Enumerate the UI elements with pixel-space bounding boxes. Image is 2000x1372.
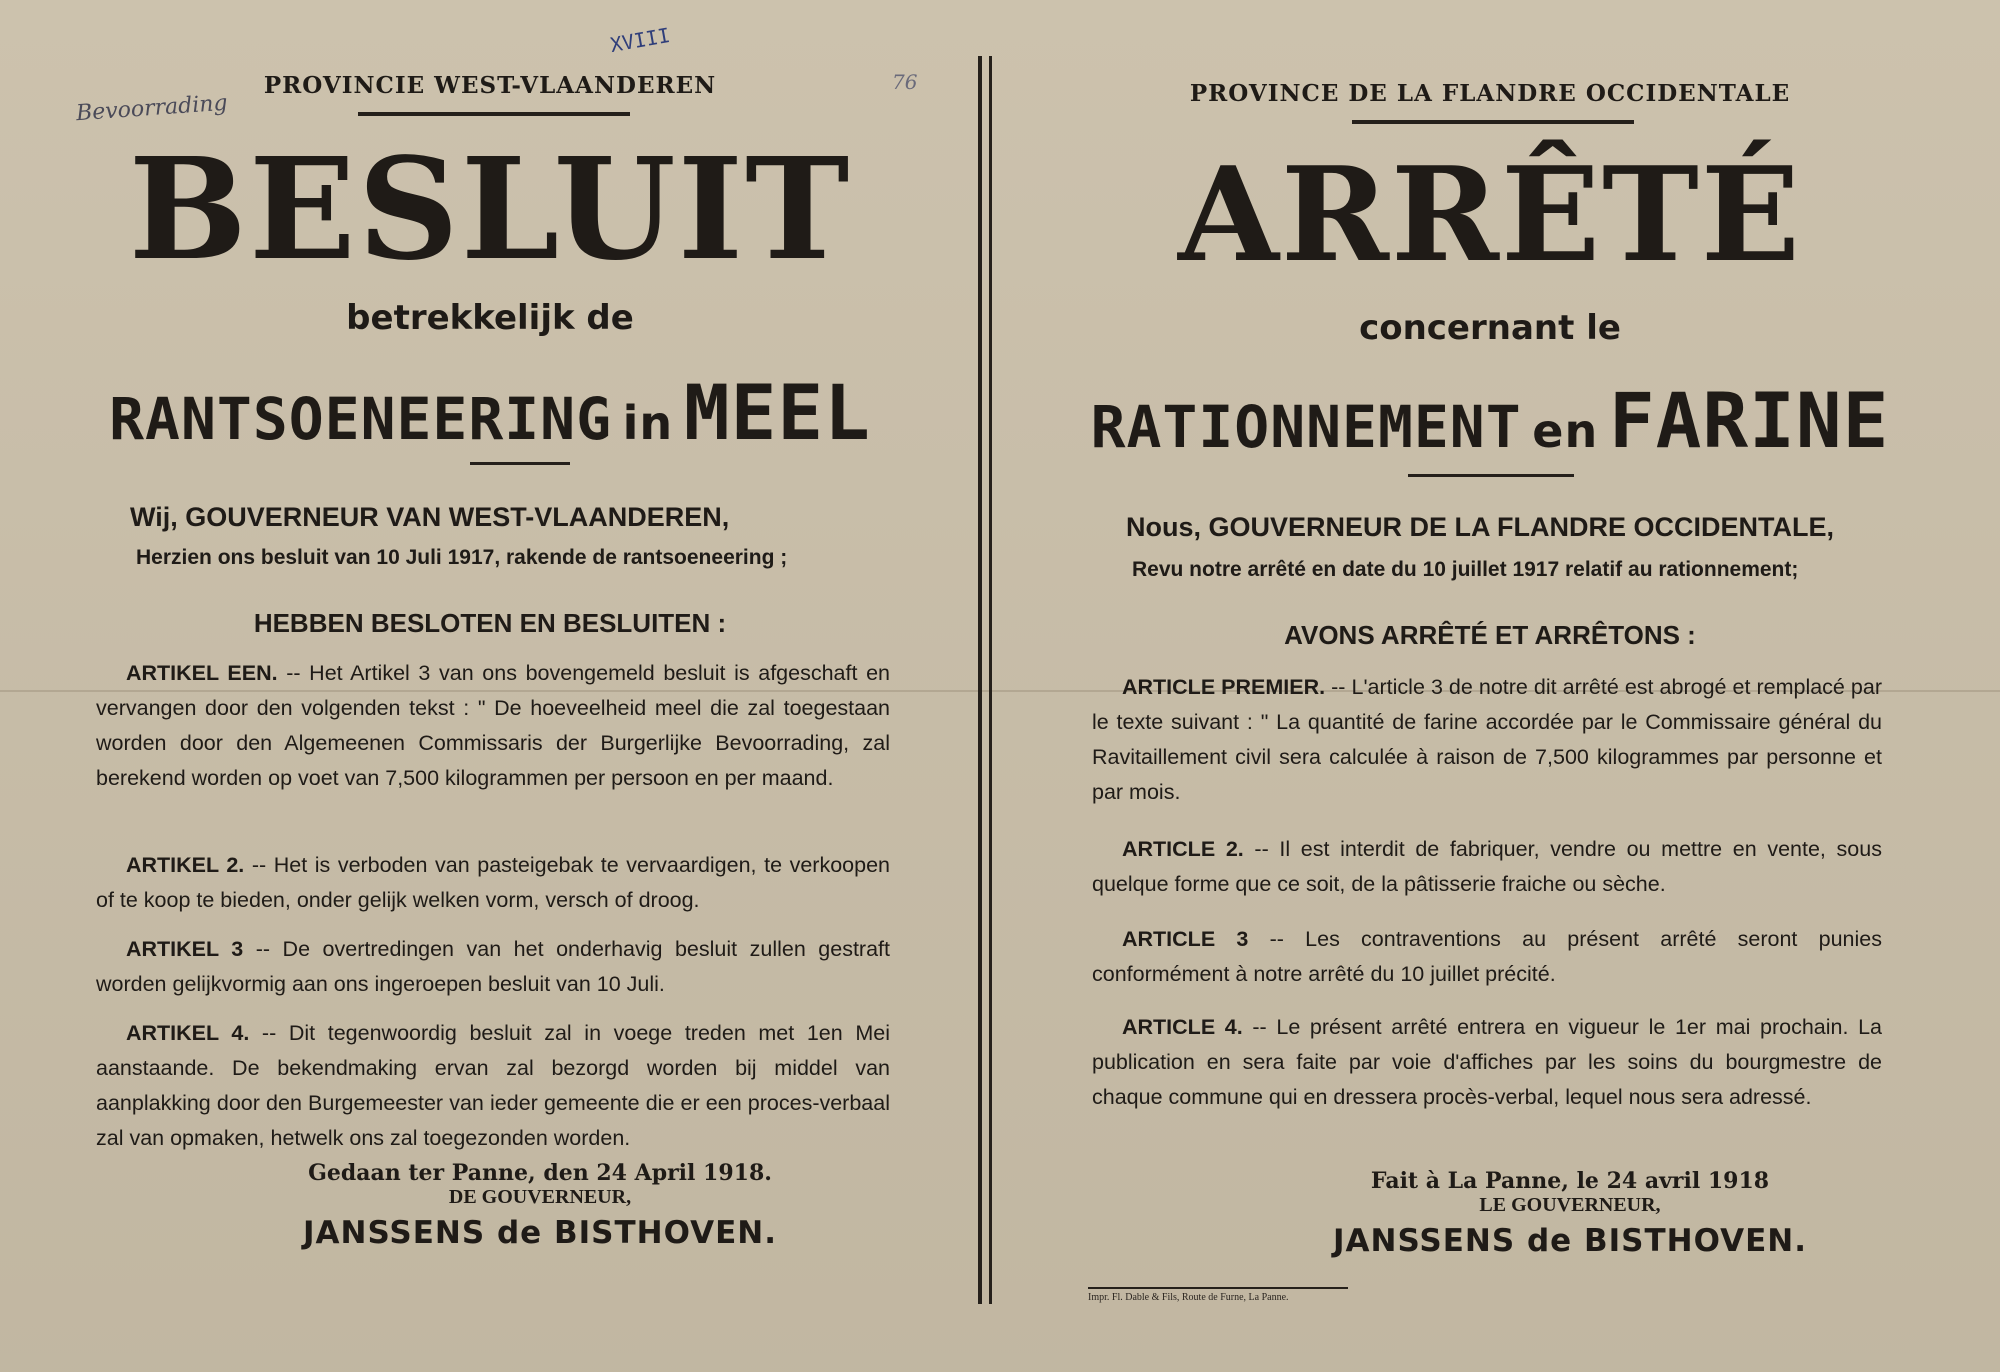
article-4 — [96, 1016, 890, 1156]
topic-word-b: FARINE — [1608, 376, 1890, 465]
signatory-name: JANSSENS de BISTHOVEN. — [303, 1215, 777, 1251]
article-label: ARTIKEL EEN. — [126, 661, 278, 685]
printer-imprint: Impr. Fl. Dable & Fils, Route de Furne, La Panne. — [1088, 1287, 1348, 1303]
article-text: -- Het is verboden van pasteigebak te vervaardigen, te verkoopen of te koop te bieden, onder gelijk welken vorm, versch of droog. — [96, 853, 890, 912]
article-label: ARTIKEL 4. — [126, 1021, 250, 1045]
handwritten-note: Bevoorrading — [75, 90, 229, 127]
article-label: ARTIKEL 3 — [126, 937, 244, 961]
place-date: Fait à La Panne, le 24 avril 1918 — [1370, 1168, 1770, 1194]
title-rule — [1352, 120, 1634, 124]
place-date: Gedaan ter Panne, den 24 April 1918. — [308, 1160, 772, 1186]
article-text: -- Le présent arrêté entrera en vigueur le 1er mai prochain. La publication en sera faite par voie d'affiches par les soins du bourgmestre de chaque commune qui en dressera procès-verbal, lequel nous sera adressé. — [1092, 1015, 1882, 1109]
french-column — [1090, 0, 1890, 1372]
decree-heading: ARRÊTÉ — [1178, 138, 1802, 291]
title-rule — [358, 112, 630, 116]
topic-word-a: RATIONNEMENT — [1090, 393, 1522, 461]
decree-topic — [90, 368, 890, 457]
column-divider — [978, 56, 992, 1304]
article-label: ARTICLE 4. — [1122, 1015, 1243, 1039]
topic-connector: en — [1532, 404, 1599, 458]
decree-heading: BESLUIT — [128, 128, 852, 292]
article-3 — [1092, 922, 1882, 992]
province-title: PROVINCE DE LA FLANDRE OCCIDENTALE — [1189, 80, 1791, 107]
governor-line: Nous, GOUVERNEUR DE LA FLANDRE OCCIDENTALE, — [1126, 512, 1835, 542]
article-3 — [96, 932, 890, 1002]
dutch-column — [90, 0, 890, 1372]
page-number: 76 — [892, 70, 918, 94]
article-text: -- Dit tegenwoordig besluit zal in voege treden met 1en Mei aanstaande. De bekendmaking ervan zal bezorgd worden bij middel van aanplakking door den Burgemeester van ieder gemeente die er een proces-verbaal zal van opmaken, hetwelk ons zal toegezonden worden. — [96, 1021, 890, 1150]
signatory-title: DE GOUVERNEUR, — [448, 1186, 632, 1208]
decree-formula: HEBBEN BESLOTEN EN BESLUITEN : — [253, 608, 727, 638]
article-1 — [1092, 670, 1882, 810]
article-text: -- Het Artikel 3 van ons bovengemeld besluit is afgeschaft en vervangen door den volgenden tekst : " De hoeveelheid meel die zal toegestaan worden door den Algemeenen Commissaris der Burgerlijke Bevoorrading, zal berekend worden op voet van 7,500 kilogrammen per persoon en per maand. — [96, 661, 890, 790]
decree-subheading: betrekkelijk de — [346, 298, 634, 338]
province-title: PROVINCIE WEST-VLAANDEREN — [263, 72, 717, 99]
topic-word-a: RANTSOENEERING — [109, 385, 613, 453]
governor-line: Wij, GOUVERNEUR VAN WEST-VLAANDEREN, — [130, 502, 730, 532]
article-2 — [96, 848, 890, 918]
topic-word-b: MEEL — [683, 368, 871, 457]
signoff-block — [1330, 1168, 1810, 1259]
signoff-block — [290, 1160, 790, 1251]
article-text: -- Il est interdit de fabriquer, vendre ou mettre en vente, sous quelque forme que ce soit, de la pâtisserie fraiche ou sèche. — [1092, 837, 1882, 896]
article-label: ARTIKEL 2. — [126, 853, 245, 877]
article-2 — [1092, 832, 1882, 902]
topic-connector: in — [622, 396, 674, 450]
archive-stamp: XVIII — [608, 22, 672, 58]
article-label: ARTICLE 2. — [1122, 837, 1244, 861]
article-1 — [96, 656, 890, 796]
article-4 — [1092, 1010, 1882, 1115]
article-text: -- De overtredingen van het onderhavig besluit zullen gestraft worden gelijkvormig aan ons ingeroepen besluit van 10 Juli. — [96, 937, 890, 996]
considering-line: Herzien ons besluit van 10 Juli 1917, rakende de rantsoeneering ; — [136, 546, 788, 569]
topic-rule — [1408, 474, 1574, 477]
topic-rule — [470, 462, 570, 465]
article-text: -- Les contraventions au présent arrêté seront punies conformément à notre arrêté du 10 juillet précité. — [1092, 927, 1882, 986]
signatory-title: LE GOUVERNEUR, — [1479, 1194, 1661, 1216]
considering-line: Revu notre arrêté en date du 10 juillet 1917 relatif au rationnement; — [1132, 558, 1799, 581]
decree-topic — [1090, 376, 1890, 465]
decree-subheading: concernant le — [1359, 308, 1621, 348]
article-label: ARTICLE PREMIER. — [1122, 675, 1326, 699]
signatory-name: JANSSENS de BISTHOVEN. — [1333, 1223, 1807, 1259]
article-text: -- L'article 3 de notre dit arrêté est abrogé et remplacé par le texte suivant : " La quantité de farine accordée par le Commissaire général du Ravitaillement civil sera calculée à raison de 7,500 kilogrammes par personne et par mois. — [1092, 675, 1882, 804]
article-label: ARTICLE 3 — [1122, 927, 1249, 951]
decree-formula: AVONS ARRÊTÉ ET ARRÊTONS : — [1284, 620, 1696, 650]
